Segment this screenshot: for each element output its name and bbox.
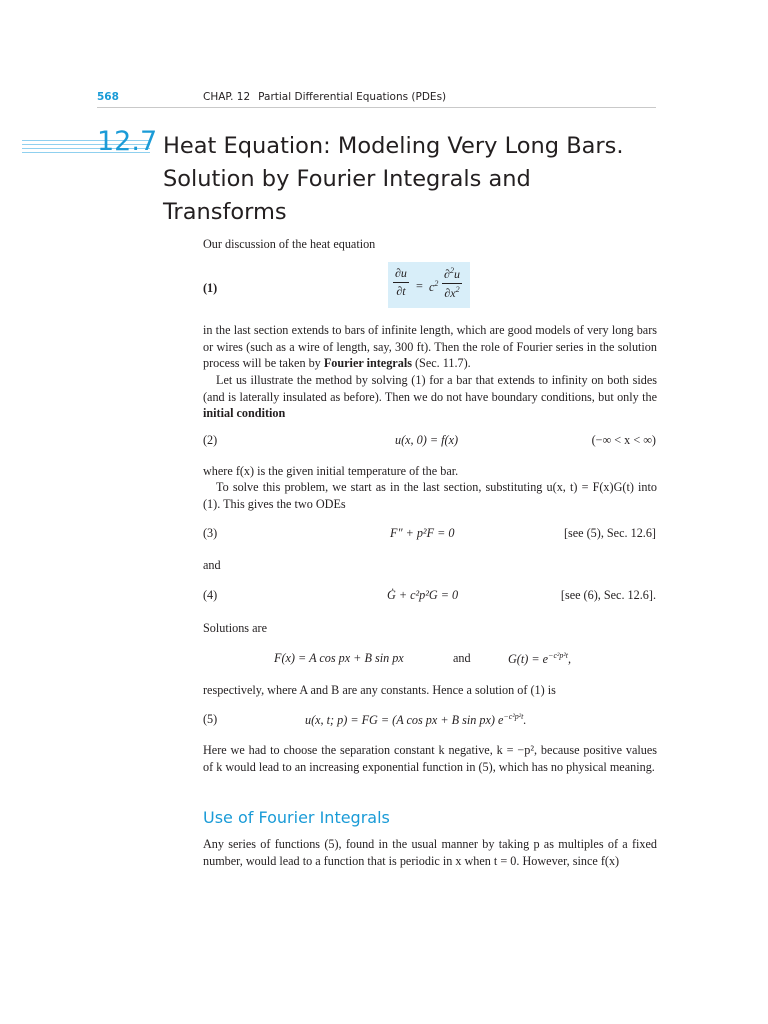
eq2-label: (2) — [203, 433, 218, 447]
eq1-lhs-num: ∂u — [393, 266, 409, 283]
eq1-label: (1) — [203, 281, 218, 295]
intro-text: Our discussion of the heat equation — [203, 237, 376, 251]
solutions-are-text: Solutions are — [203, 621, 267, 635]
chapter-running-head — [203, 91, 446, 103]
eq3-body: F″ + p²F = 0 — [390, 526, 455, 540]
eq5-label: (5) — [203, 712, 218, 726]
running-header — [97, 91, 656, 108]
section-title — [163, 130, 663, 229]
page-number: 568 — [97, 91, 119, 103]
paragraph-1: in the last section extends to bars of infinite length, which are good models of very long bars or wires (such as a wire of length, say, 300 ft). Then the role of Fourier series in the solution process will be taken by Fourier integrals (Sec. 11.7). — [203, 323, 657, 371]
paragraph-3: where f(x) is the given initial temperature of the bar. — [203, 464, 459, 478]
eq3-label: (3) — [203, 526, 218, 540]
solution-F: F(x) = A cos px + B sin px — [274, 651, 404, 665]
eq4-body: Ġ + c²p²G = 0 — [387, 588, 459, 602]
and-text: and — [203, 558, 221, 572]
eq1-rhs-fraction — [442, 266, 462, 301]
chapter-label: CHAP. 12 — [203, 91, 251, 103]
section-title-line-2: Solution by Fourier Integrals and — [163, 166, 531, 192]
eq2-condition: (−∞ < x < ∞) — [591, 433, 656, 447]
paragraph-2: Let us illustrate the method by solving (1) for a bar that extends to infinity on both sides (and is laterally insulated as before). Then we do not have boundary conditions, but only the initial condition — [203, 373, 657, 421]
eq5-body: u(x, t; p) = FG = (A cos px + B sin px) $e^{-c^2p^2t}$. — [305, 712, 527, 727]
section-number: 12.7 — [97, 126, 158, 157]
eq4-condition: [see (6), Sec. 12.6]. — [560, 588, 656, 602]
eq3-condition: [see (5), Sec. 12.6] — [563, 526, 656, 540]
section-title-line-1: Heat Equation: Modeling Very Long Bars. — [163, 133, 624, 159]
eq4-label: (4) — [203, 588, 218, 602]
subsection-heading: Use of Fourier Integrals — [203, 808, 390, 827]
paragraph-5: respectively, where A and B are any constants. Hence a solution of (1) is — [203, 683, 556, 697]
paragraph-6: Here we had to choose the separation constant k negative, k = −p², because positive values of k would lead to an increasing exponential function in (5), which has no physical meaning. — [203, 743, 657, 774]
eq2-body: u(x, 0) = f(x) — [395, 433, 459, 447]
eq1-rhs-num: ∂$^2$u — [442, 266, 462, 284]
eq1-lhs-den: ∂t — [396, 284, 406, 298]
eq1-lhs-fraction — [393, 266, 409, 299]
eq1-rhs-den: $\partial x^2$ — [444, 285, 460, 300]
paragraph-4: To solve this problem, we start as in the last section, substituting u(x, t) = F(x)G(t) into (1). This gives the two ODEs — [203, 480, 657, 511]
paragraph-7: Any series of functions (5), found in the usual manner by taking p as multiples of a fixed number, would lead to a function that is periodic in x when t = 0. However, since f(x) — [203, 837, 657, 868]
eq1-coef: $c^2$ — [429, 279, 439, 294]
eq1-equals: = — [416, 279, 423, 293]
solution-G: $G(t) = e^{-c^2p^2t}$, — [508, 651, 572, 666]
solution-and: and — [453, 651, 471, 665]
section-title-line-3: Transforms — [163, 199, 287, 225]
chapter-title: Partial Differential Equations (PDEs) — [258, 91, 447, 103]
